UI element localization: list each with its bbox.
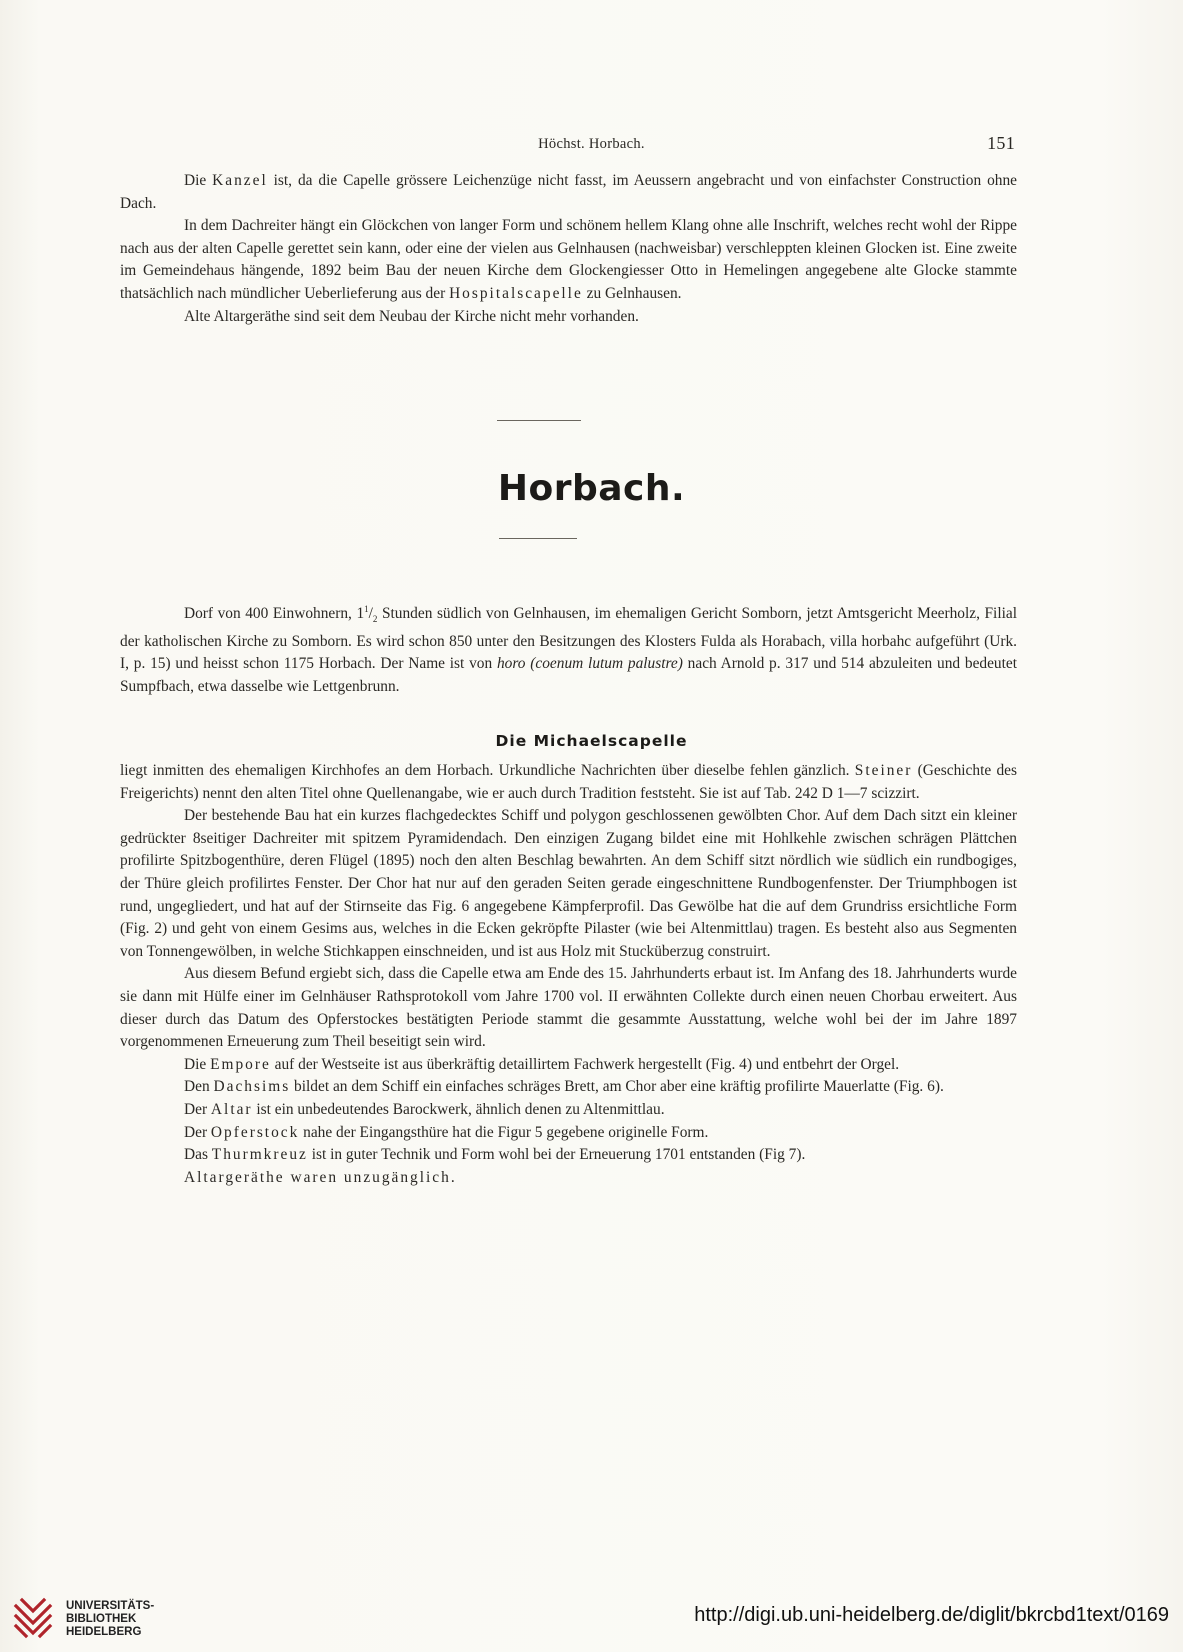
paragraph: Der Opferstock nahe der Eingangsthüre hat die Figur 5 gegebene originelle Form. — [184, 1123, 709, 1141]
running-title: Höchst. Horbach. — [538, 136, 645, 152]
paragraph: Die Kanzel ist, da die Capelle grössere Leichenzüge nicht fasst, im Aeussern angebracht und von einfachster Construction ohne Dach. — [120, 172, 1017, 212]
page-title: Horbach. — [497, 468, 686, 509]
paragraph: Der Altar ist ein unbedeutendes Barockwerk, ähnlich denen zu Altenmittlau. — [184, 1100, 665, 1118]
ub-heidelberg-logo-icon[interactable] — [10, 1596, 56, 1642]
paragraph: Die Empore auf der Westseite ist aus überkräftig detaillirtem Fachwerk hergestellt (Fig. 4) und entbehrt der Orgel. — [184, 1055, 900, 1073]
section-kanzel-glocken — [120, 170, 1017, 328]
page-number: 151 — [987, 133, 1015, 153]
library-name[interactable]: UNIVERSITÄTS- BIBLIOTHEK HEIDELBERG — [66, 1600, 155, 1638]
paragraph: In dem Dachreiter hängt ein Glöckchen von langer Form und schönem hellem Klang ohne alle Inschrift, welches recht wohl der Rippe nach aus der alten Capelle gerettet sein kann, oder eine der vielen aus Gelnhausen (nachweisbar) verschleppten kleinen Glocken ist. Eine zweite im Gemeindehaus hängende, 1892 beim Bau der neuen Kirche dem Glockengiesser Otto in Hemelingen angegebene alte Glocke stammte thatsächlich nach mündlicher Ueberlieferung aus der Hospitalscapelle zu Gelnhausen. — [120, 217, 1017, 302]
paragraph: liegt inmitten des ehemaligen Kirchhofes an dem Horbach. Urkundliche Nachrichten über dieselbe fehlen gänzlich. Steiner (Geschichte des Freigerichts) nennt den alten Titel ohne Quellenangabe, wie er auch durch Tradition feststeht. Sie ist auf Tab. 242 D 1—7 scizzirt. — [120, 762, 1017, 802]
paragraph: Das Thurmkreuz ist in guter Technik und Form wohl bei der Erneuerung 1701 entstanden (Fig 7). — [184, 1146, 806, 1164]
paragraph: Den Dachsims bildet an dem Schiff ein einfaches schräges Brett, am Chor aber eine kräftig profilirte Mauerlatte (Fig. 6). — [184, 1078, 944, 1096]
intro-paragraph: Dorf von 400 Einwohnern, $1^1/_2$ Stunden südlich von Gelnhausen, im ehemaligen Gericht Somborn, jetzt Amtsgericht Meerholz, Filial der katholischen Kirche zu Somborn. Es wird schon 850 unter den Besitzungen des Klosters Fulda als Horabach, villa horbahc aufgeführt (Urk. I, p. 15) und heisst schon 1175 Horbach. Der Name ist von horo (coenum lutum palustre) nach Arnold p. 317 und 514 abzuleiten und bedeutet Sumpfbach, etwa dasselbe wie Lettgenbrunn. — [120, 604, 1018, 695]
paragraph: Alte Altargeräthe sind seit dem Neubau der Kirche nicht mehr vorhanden. — [184, 307, 639, 325]
paragraph: Altargeräthe waren unzugänglich. — [184, 1168, 457, 1186]
section-michaelscapelle — [120, 760, 1017, 1189]
divider-rule — [499, 538, 577, 539]
permalink-url[interactable]: http://digi.ub.uni-heidelberg.de/diglit/bkrcbd1text/0169 — [694, 1604, 1169, 1626]
divider-rule — [497, 420, 581, 421]
paragraph: Aus diesem Befund ergiebt sich, dass die Capelle etwa am Ende des 15. Jahrhunderts erbaut ist. Im Anfang des 18. Jahrhunderts wurde sie dann mit Hülfe einer im Gelnhäuser Rathsprotokoll vom Jahre 1700 vol. II erwähnten Collekte durch einen neuen Chorbau erweitert. Aus dieser durch das Datum des Opferstockes bestätigten Periode stammt die gesammte Ausstattung, welche wohl bei der im Jahre 1897 vorgenommenen Erneuerung zum Theil beseitigt sein wird. — [120, 965, 1017, 1051]
paragraph: Der bestehende Bau hat ein kurzes flachgedecktes Schiff und polygon geschlossenen gewölbten Chor. Auf dem Dach sitzt ein kleiner gedrückter 8seitiger Dachreiter mit spitzem Pyramidendach. Den einzigen Zugang bildet eine mit Hohlkehle zwischen schrägen Plättchen profilirte Spitzbogenthüre, deren Flügel (1895) noch den alten Beschlag bewahrten. An dem Schiff sitzt nördlich wie südlich ein rundbogiges, der Thüre gleich profilirtes Fenster. Der Chor hat nur auf den geraden Seiten gerade eingeschnittene Rundbogenfenster. Der Triumphbogen ist rund, ungegliedert, und hat auf der Stirnseite das Fig. 6 angegebene Kämpferprofil. Das Gewölbe hat die auf dem Grundriss ersichtliche Form (Fig. 2) und geht von einem Gesims aus, welches in die Ecken gekröpfte Pilaster (wie bei Altenmittlau) tragen. Es besteht also aus Segmenten von Tonnengewölben, in welche Stichkappen einschneiden, und ist aus Holz mit Stucküberzug construirt. — [120, 807, 1017, 960]
footer — [0, 1596, 1183, 1652]
section-heading: Die Michaelscapelle — [495, 732, 688, 750]
